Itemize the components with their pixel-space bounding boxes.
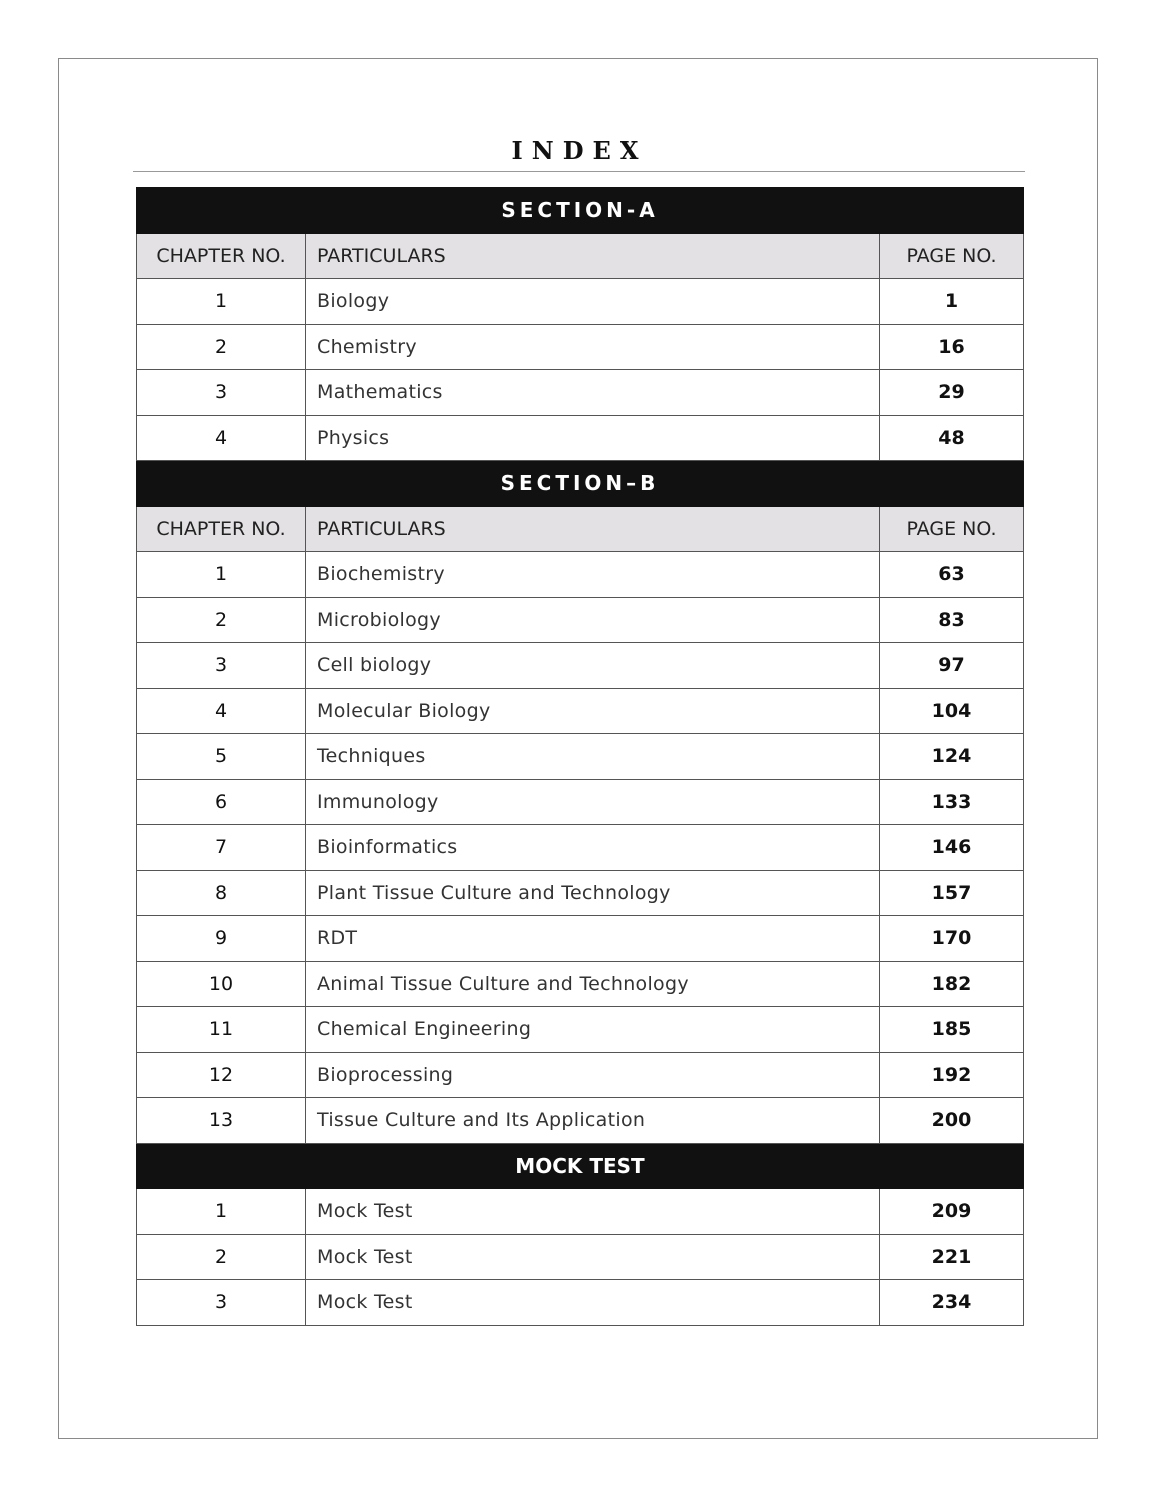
section-a-header	[137, 188, 1024, 234]
column-header-row	[137, 506, 1024, 552]
chapter-title: Tissue Culture and Its Application	[306, 1098, 880, 1144]
chapter-no: 7	[137, 825, 306, 871]
table-row	[137, 552, 1024, 598]
chapter-title: Immunology	[306, 779, 880, 825]
chapter-no: 4	[137, 688, 306, 734]
page-no: 200	[880, 1098, 1024, 1144]
page-no: 104	[880, 688, 1024, 734]
section-b-header	[137, 461, 1024, 507]
chapter-title: Molecular Biology	[306, 688, 880, 734]
chapter-no: 3	[137, 643, 306, 689]
chapter-title: Cell biology	[306, 643, 880, 689]
chapter-title: Animal Tissue Culture and Technology	[306, 961, 880, 1007]
page-no: 234	[880, 1280, 1024, 1326]
page-no: 182	[880, 961, 1024, 1007]
table-row	[137, 688, 1024, 734]
page-no: 133	[880, 779, 1024, 825]
chapter-title: Mock Test	[306, 1189, 880, 1235]
chapter-title: Bioprocessing	[306, 1052, 880, 1098]
chapter-title: Bioinformatics	[306, 825, 880, 871]
table-row	[137, 1007, 1024, 1053]
page-no: 124	[880, 734, 1024, 780]
table-row	[137, 597, 1024, 643]
page-no: 185	[880, 1007, 1024, 1053]
chapter-no: 2	[137, 324, 306, 370]
chapter-title: RDT	[306, 916, 880, 962]
column-header-page: PAGE NO.	[880, 233, 1024, 279]
chapter-title: Biology	[306, 279, 880, 325]
page-no: 146	[880, 825, 1024, 871]
table-row	[137, 961, 1024, 1007]
chapter-no: 6	[137, 779, 306, 825]
chapter-title: Plant Tissue Culture and Technology	[306, 870, 880, 916]
chapter-no: 11	[137, 1007, 306, 1053]
page-no: 63	[880, 552, 1024, 598]
page-no: 48	[880, 415, 1024, 461]
column-header-chapter: CHAPTER NO.	[137, 506, 306, 552]
chapter-no: 12	[137, 1052, 306, 1098]
page-no: 16	[880, 324, 1024, 370]
page-no: 157	[880, 870, 1024, 916]
table-row	[137, 870, 1024, 916]
title-divider	[133, 171, 1025, 172]
chapter-no: 5	[137, 734, 306, 780]
section-heading: SECTION-A	[137, 188, 1024, 234]
chapter-no: 3	[137, 370, 306, 416]
chapter-no: 9	[137, 916, 306, 962]
page-no: 97	[880, 643, 1024, 689]
chapter-no: 2	[137, 597, 306, 643]
page-no: 29	[880, 370, 1024, 416]
mock-test-header	[137, 1143, 1024, 1189]
table-row	[137, 734, 1024, 780]
index-table	[136, 187, 1024, 1326]
table-row	[137, 1280, 1024, 1326]
page-no: 209	[880, 1189, 1024, 1235]
page-no: 192	[880, 1052, 1024, 1098]
page-no: 170	[880, 916, 1024, 962]
table-row	[137, 825, 1024, 871]
chapter-title: Mock Test	[306, 1280, 880, 1326]
chapter-title: Chemical Engineering	[306, 1007, 880, 1053]
column-header-page: PAGE NO.	[880, 506, 1024, 552]
table-row	[137, 916, 1024, 962]
section-heading: SECTION–B	[137, 461, 1024, 507]
chapter-no: 10	[137, 961, 306, 1007]
table-row	[137, 779, 1024, 825]
table-row	[137, 324, 1024, 370]
column-header-row	[137, 233, 1024, 279]
page-no: 221	[880, 1234, 1024, 1280]
column-header-particulars: PARTICULARS	[306, 233, 880, 279]
section-heading: MOCK TEST	[137, 1143, 1024, 1189]
chapter-title: Mathematics	[306, 370, 880, 416]
chapter-title: Microbiology	[306, 597, 880, 643]
table-row	[137, 1098, 1024, 1144]
table-row	[137, 1189, 1024, 1235]
table-row	[137, 643, 1024, 689]
chapter-title: Chemistry	[306, 324, 880, 370]
chapter-title: Techniques	[306, 734, 880, 780]
table-row	[137, 370, 1024, 416]
chapter-no: 1	[137, 1189, 306, 1235]
chapter-no: 1	[137, 279, 306, 325]
chapter-no: 13	[137, 1098, 306, 1144]
chapter-no: 3	[137, 1280, 306, 1326]
page-no: 1	[880, 279, 1024, 325]
chapter-no: 1	[137, 552, 306, 598]
table-row	[137, 1052, 1024, 1098]
column-header-chapter: CHAPTER NO.	[137, 233, 306, 279]
chapter-title: Biochemistry	[306, 552, 880, 598]
chapter-no: 4	[137, 415, 306, 461]
column-header-particulars: PARTICULARS	[306, 506, 880, 552]
table-row	[137, 279, 1024, 325]
page-no: 83	[880, 597, 1024, 643]
chapter-title: Mock Test	[306, 1234, 880, 1280]
table-row	[137, 415, 1024, 461]
table-row	[137, 1234, 1024, 1280]
chapter-title: Physics	[306, 415, 880, 461]
chapter-no: 8	[137, 870, 306, 916]
index-title: INDEX	[511, 136, 648, 165]
chapter-no: 2	[137, 1234, 306, 1280]
